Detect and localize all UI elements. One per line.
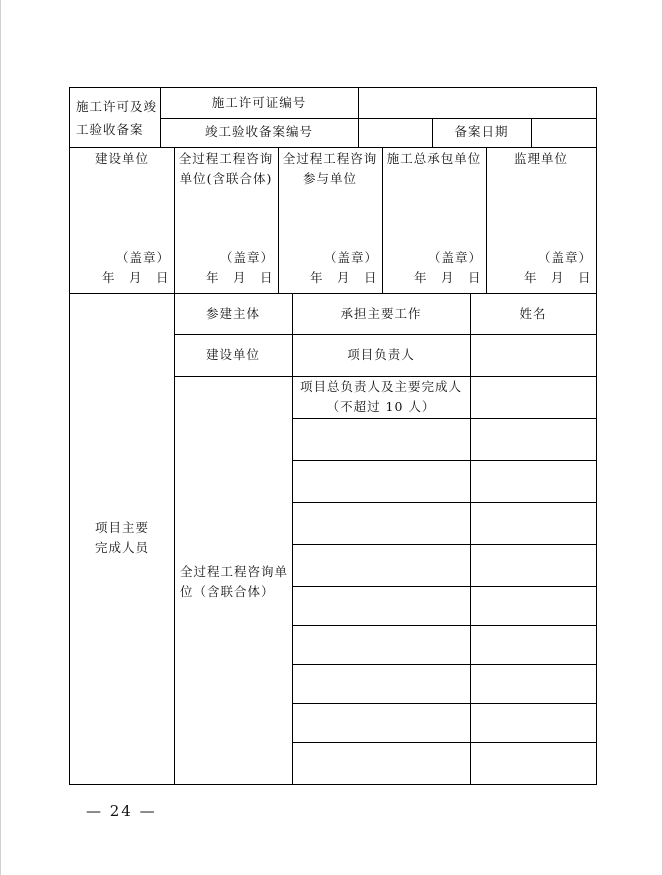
seal-label: （盖章） [428,250,483,265]
col-header-entity: 参建主体 [205,306,260,321]
date-label: 年 月 日 [206,270,274,285]
permit-number-field[interactable] [359,88,596,118]
seal-label: （盖章） [324,250,379,265]
col-header-name: 姓名 [519,306,547,321]
row-divider [292,703,596,704]
permit-number-label: 施工许可证编号 [211,95,307,110]
construction-unit-label: 建设单位 [94,151,149,166]
permit-filing-label: 工验收备案 [76,122,144,137]
main-contributors-limit: （不超过 10 人） [326,399,436,414]
row-divider [70,147,596,148]
row-divider [292,418,596,419]
consulting-unit-row-label: 位（含联合体） [180,584,275,599]
permit-filing-label: 施工许可及竣 [76,99,158,114]
consulting-unit-row-label: 全过程工程咨询单 [180,564,289,579]
consulting-participant-label: 全过程工程咨询 [282,151,378,166]
date-label: 年 月 日 [310,270,378,285]
seal-label: （盖章） [116,250,171,265]
construction-unit-row-label: 建设单位 [205,347,260,362]
consulting-participant-label: 参与单位 [302,171,357,186]
col-header-work: 承担主要工作 [340,306,422,321]
row-divider [292,460,596,461]
filing-form-table [69,87,597,785]
main-contributors-label: 项目总负责人及主要完成人 [299,379,462,394]
personnel-section-label: 项目主要 [94,520,149,535]
row-divider [292,502,596,503]
seal-label: （盖章） [220,250,275,265]
page-number: — 24 — [86,802,157,820]
filing-date-field[interactable] [532,119,596,147]
seal-label: （盖章） [538,250,593,265]
personnel-section-label: 完成人员 [94,540,149,555]
col-divider [174,147,175,784]
project-leader-label: 项目负责人 [347,347,415,362]
acceptance-number-label: 竣工验收备案编号 [204,124,313,139]
acceptance-number-field[interactable] [359,119,432,147]
row-divider [174,334,596,335]
page-edge [0,0,1,875]
col-divider [292,293,293,784]
general-contractor-label: 施工总承包单位 [386,151,482,166]
date-label: 年 月 日 [102,270,170,285]
date-label: 年 月 日 [524,270,592,285]
date-label: 年 月 日 [414,270,482,285]
consulting-unit-label: 单位(含联合体) [179,171,273,186]
supervision-unit-label: 监理单位 [513,151,568,166]
row-divider [70,293,596,294]
row-divider [292,625,596,626]
col-divider [470,293,471,784]
filing-date-label: 备案日期 [454,124,509,139]
row-divider [292,742,596,743]
consulting-unit-label: 全过程工程咨询 [178,151,274,166]
row-divider [292,544,596,545]
row-divider [292,664,596,665]
row-divider [292,586,596,587]
